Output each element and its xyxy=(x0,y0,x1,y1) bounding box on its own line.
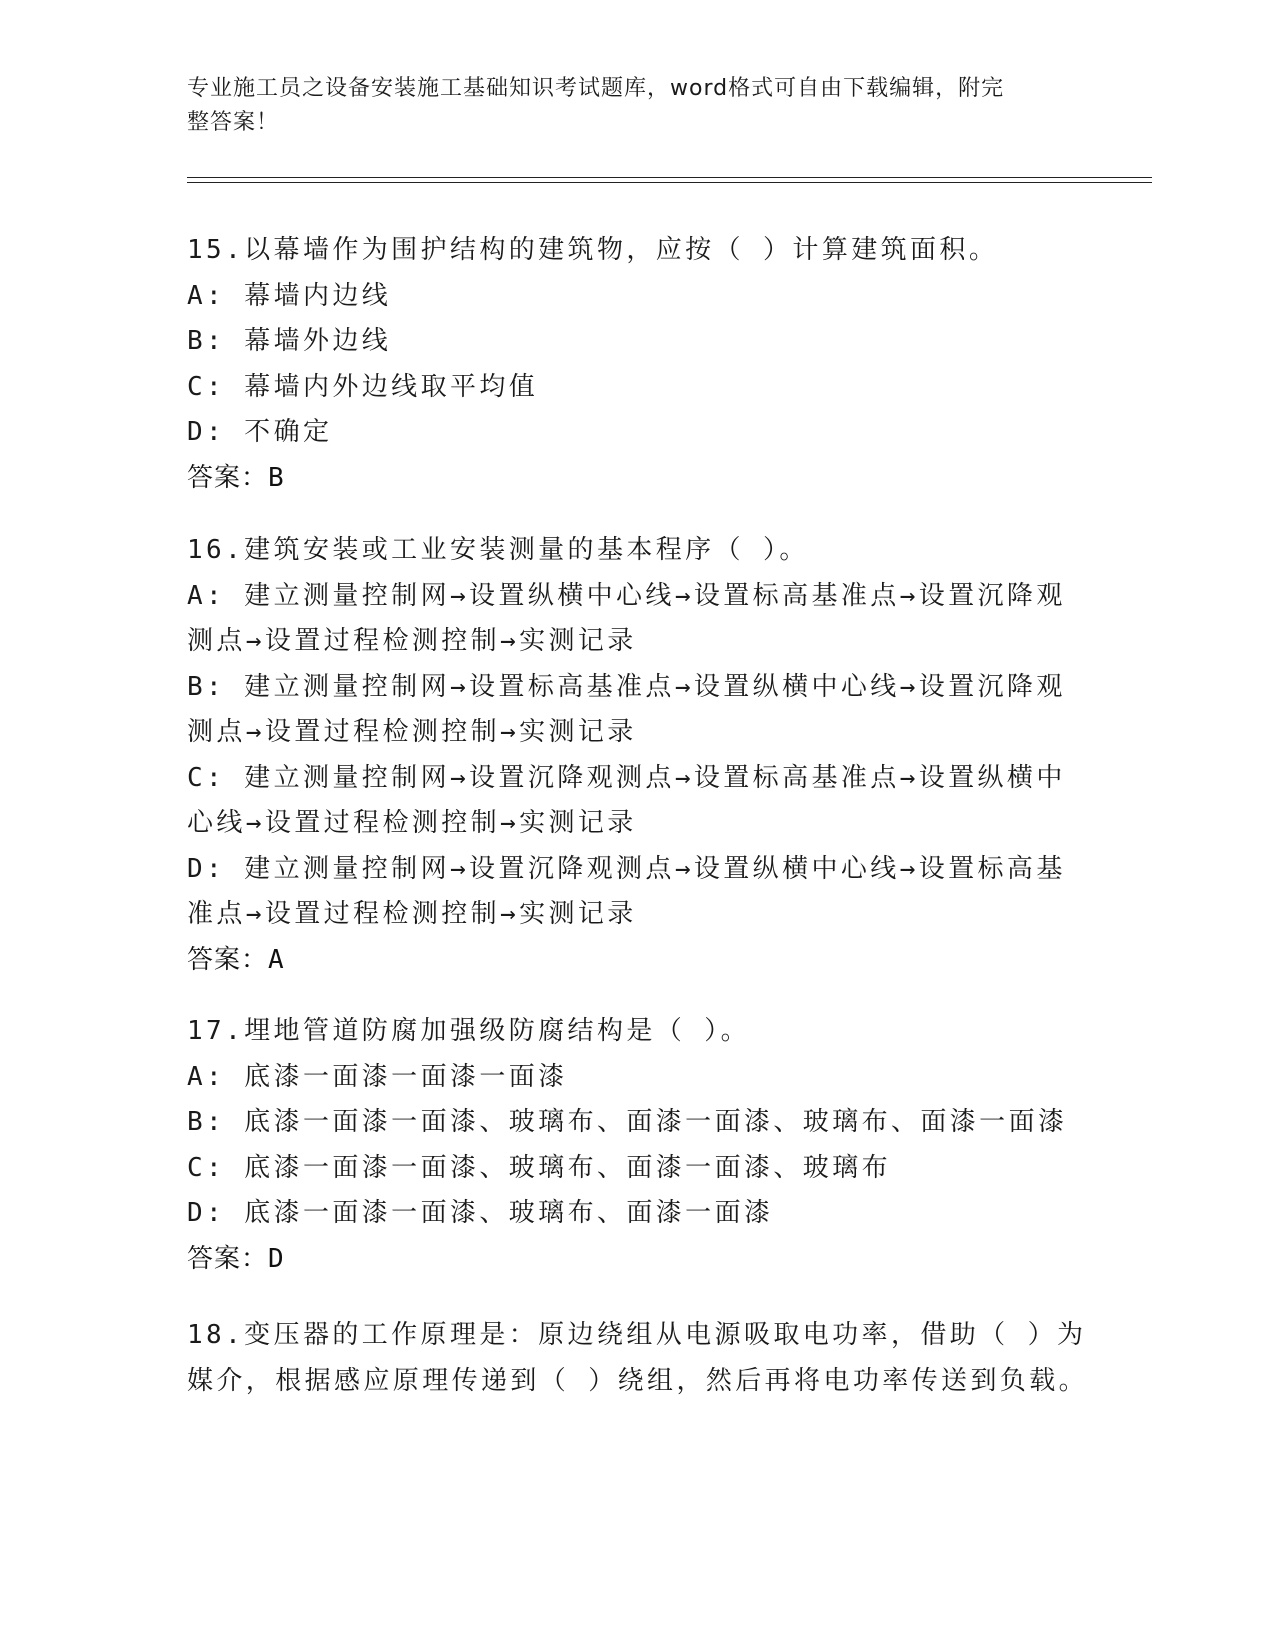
option-text: 建立测量控制网→设置沉降观测点→设置纵横中心线→设置标高基 xyxy=(244,853,1066,884)
option-a xyxy=(187,274,1087,320)
option-label: B: xyxy=(187,671,226,702)
option-text: 底漆一面漆一面漆、玻璃布、面漆一面漆、玻璃布 xyxy=(244,1152,891,1183)
option-text: 建立测量控制网→设置纵横中心线→设置标高基准点→设置沉降观 xyxy=(244,580,1066,611)
option-b xyxy=(187,1100,1087,1146)
answer-line xyxy=(187,1237,1087,1283)
option-text: 不确定 xyxy=(244,417,333,447)
option-c xyxy=(187,756,1087,802)
option-label: B: xyxy=(187,1107,226,1137)
option-label: D: xyxy=(187,417,226,447)
option-text: 建立测量控制网→设置沉降观测点→设置标高基准点→设置纵横中 xyxy=(244,762,1066,793)
option-d xyxy=(187,847,1087,893)
option-d xyxy=(187,410,1087,456)
option-label: C: xyxy=(187,1152,226,1183)
header-line-2: 整答案！ xyxy=(187,110,280,135)
option-text: 幕墙内外边线取平均值 xyxy=(244,371,539,402)
question-stem: 15.以幕墙作为围护结构的建筑物，应按（ ）计算建筑面积。 xyxy=(187,235,999,265)
option-b-continued: 测点→设置过程检测控制→实测记录 xyxy=(187,717,637,747)
option-d xyxy=(187,1191,1087,1237)
question-18 xyxy=(187,1313,1087,1404)
document-header xyxy=(187,72,1067,140)
question-16 xyxy=(187,528,1087,983)
question-15 xyxy=(187,228,1087,501)
header-line-1: 专业施工员之设备安装施工基础知识考试题库，word格式可自由下载编辑，附完 xyxy=(187,76,1005,101)
option-a xyxy=(187,1055,1087,1101)
option-label: A: xyxy=(187,580,226,611)
question-stem: 17.埋地管道防腐加强级防腐结构是（ ）。 xyxy=(187,1016,751,1046)
answer-line xyxy=(187,938,1087,984)
question-stem: 16.建筑安装或工业安装测量的基本程序（ ）。 xyxy=(187,535,809,565)
answer-value: A xyxy=(268,944,285,975)
option-text: 幕墙内边线 xyxy=(244,280,392,311)
option-a xyxy=(187,574,1087,620)
option-label: B: xyxy=(187,326,226,356)
question-stem-continued: 媒介，根据感应原理传递到（ ）绕组，然后再将电功率传送到负载。 xyxy=(187,1365,1089,1396)
option-label: A: xyxy=(187,1061,226,1092)
option-c xyxy=(187,1146,1087,1192)
answer-value: B xyxy=(268,462,285,493)
answer-label: 答案： xyxy=(187,944,269,975)
option-text: 建立测量控制网→设置标高基准点→设置纵横中心线→设置沉降观 xyxy=(244,671,1066,702)
option-label: D: xyxy=(187,853,226,884)
option-label: A: xyxy=(187,280,226,311)
option-b xyxy=(187,665,1087,711)
option-label: D: xyxy=(187,1198,226,1228)
option-a-continued: 测点→设置过程检测控制→实测记录 xyxy=(187,626,637,656)
option-b xyxy=(187,319,1087,365)
question-stem: 18.变压器的工作原理是：原边绕组从电源吸取电功率，借助（ ）为 xyxy=(187,1320,1087,1350)
option-c xyxy=(187,365,1087,411)
header-divider-bottom xyxy=(187,182,1152,183)
option-text: 幕墙外边线 xyxy=(244,326,392,356)
header-divider-top xyxy=(187,177,1152,178)
option-label: C: xyxy=(187,762,226,793)
option-d-continued: 准点→设置过程检测控制→实测记录 xyxy=(187,899,637,929)
option-label: C: xyxy=(187,371,226,402)
answer-label: 答案： xyxy=(187,462,269,493)
question-17 xyxy=(187,1009,1087,1282)
option-text: 底漆一面漆一面漆、玻璃布、面漆一面漆 xyxy=(244,1198,774,1228)
answer-line xyxy=(187,456,1087,502)
answer-label: 答案： xyxy=(187,1243,269,1274)
option-text: 底漆一面漆一面漆、玻璃布、面漆一面漆、玻璃布、面漆一面漆 xyxy=(244,1107,1068,1137)
option-text: 底漆一面漆一面漆一面漆 xyxy=(244,1061,568,1092)
answer-value: D xyxy=(268,1243,285,1274)
option-c-continued: 心线→设置过程检测控制→实测记录 xyxy=(187,808,637,838)
